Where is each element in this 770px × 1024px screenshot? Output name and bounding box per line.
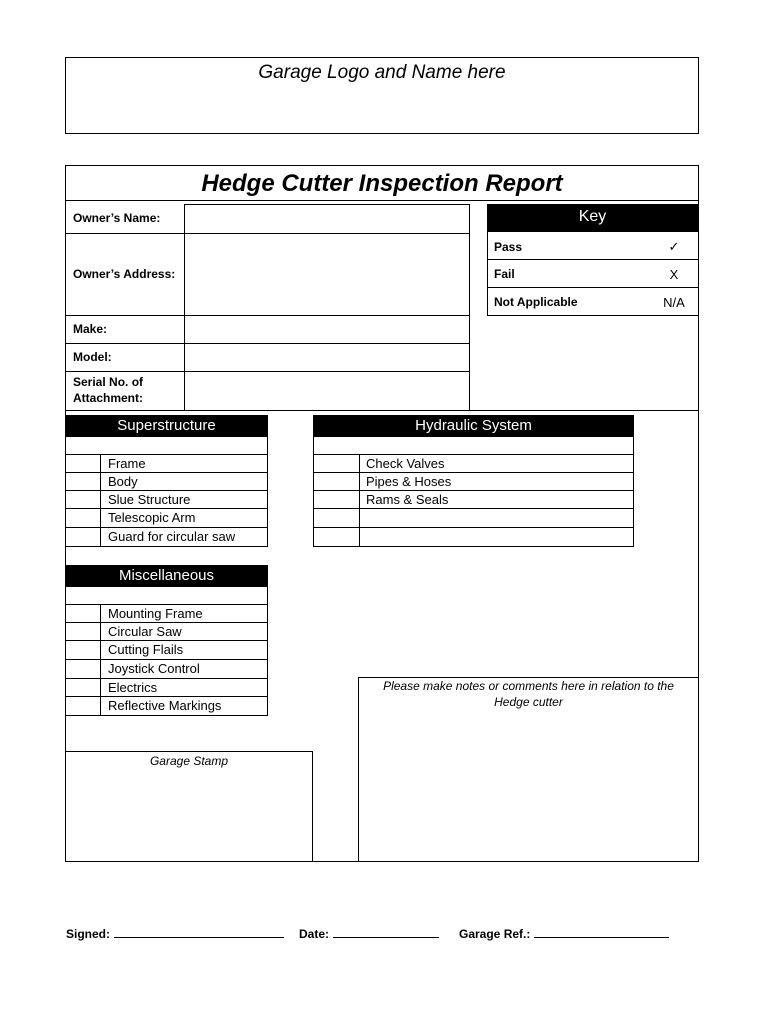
superstructure-item: Slue Structure: [108, 492, 191, 507]
table-row: [313, 473, 634, 491]
table-row: [65, 455, 268, 473]
miscellaneous-item: Electrics: [108, 680, 158, 695]
serial-label-line1: Serial No. of: [73, 375, 144, 389]
form-title: Hedge Cutter Inspection Report: [201, 170, 563, 197]
table-row: [65, 660, 268, 679]
miscellaneous-item: Circular Saw: [108, 624, 182, 639]
table-row: [65, 623, 268, 641]
miscellaneous-item: Mounting Frame: [108, 606, 203, 621]
check-cell[interactable]: [66, 473, 101, 490]
superstructure-blank-row: [65, 437, 268, 455]
owners-address-label: Owner’s Address:: [73, 267, 176, 281]
table-row: [65, 697, 268, 716]
table-row: [65, 528, 268, 547]
model-label: Model:: [73, 350, 112, 364]
check-cell[interactable]: [66, 491, 101, 508]
serial-label-line2: Attachment:: [73, 391, 144, 405]
check-cell[interactable]: [66, 660, 101, 678]
na-symbol: N/A: [663, 295, 685, 310]
check-cell[interactable]: [66, 455, 101, 472]
garage-logo-box: [65, 57, 699, 134]
table-row: [65, 605, 268, 623]
superstructure-item: Frame: [108, 456, 146, 471]
table-row: [313, 455, 634, 473]
signed-label: Signed:: [66, 927, 110, 941]
superstructure-item: Body: [108, 474, 138, 489]
make-field[interactable]: [186, 317, 468, 342]
garage-stamp-label: Garage Stamp: [149, 754, 229, 768]
serial-field[interactable]: [186, 373, 468, 409]
miscellaneous-header: Miscellaneous: [65, 565, 268, 587]
miscellaneous-item: Reflective Markings: [108, 698, 222, 713]
check-cell[interactable]: [314, 509, 360, 527]
hydraulic-blank-row: [313, 437, 634, 455]
table-row: [65, 679, 268, 697]
cross-icon: X: [669, 267, 679, 282]
key-fail-label: Fail: [494, 267, 515, 281]
table-row: [313, 528, 634, 547]
superstructure-header: Superstructure: [65, 415, 268, 437]
check-cell[interactable]: [66, 528, 101, 546]
check-cell[interactable]: [314, 473, 360, 490]
notes-prompt-line2: Hedge cutter: [494, 695, 563, 709]
model-field[interactable]: [186, 345, 468, 370]
check-cell[interactable]: [314, 455, 360, 472]
table-row: [313, 491, 634, 509]
check-cell[interactable]: [66, 509, 101, 527]
table-row: [65, 641, 268, 660]
check-cell[interactable]: [314, 491, 360, 508]
hydraulic-item: Rams & Seals: [366, 492, 449, 507]
owners-address-field[interactable]: [186, 235, 468, 314]
check-cell[interactable]: [66, 679, 101, 696]
table-row: [65, 473, 268, 491]
table-row: [65, 491, 268, 509]
check-cell[interactable]: [314, 528, 360, 546]
table-row: [65, 509, 268, 528]
check-cell[interactable]: [66, 605, 101, 622]
garage-ref-field[interactable]: [459, 926, 669, 941]
miscellaneous-blank-row: [65, 587, 268, 605]
superstructure-item: Telescopic Arm: [108, 510, 196, 525]
miscellaneous-item: Cutting Flails: [108, 642, 184, 657]
garage-ref-label: Garage Ref.:: [459, 927, 531, 941]
notes-prompt-line1: Please make notes or comments here in relation to the: [383, 679, 674, 693]
check-icon: ✓: [668, 239, 680, 254]
table-row: [313, 509, 634, 528]
hydraulic-item: Pipes & Hoses: [366, 474, 452, 489]
date-field[interactable]: [299, 926, 439, 941]
garage-stamp-box: [65, 751, 313, 862]
signed-field[interactable]: [66, 926, 284, 941]
check-cell[interactable]: [66, 697, 101, 715]
key-na-label: Not Applicable: [494, 295, 578, 309]
superstructure-item: Guard for circular saw: [108, 529, 236, 544]
hydraulic-item: Check Valves: [366, 456, 445, 471]
check-cell[interactable]: [66, 623, 101, 640]
owners-name-field[interactable]: [186, 206, 468, 232]
date-label: Date:: [299, 927, 330, 941]
garage-logo-placeholder: Garage Logo and Name here: [258, 62, 506, 83]
key-pass-label: Pass: [494, 240, 523, 254]
hydraulic-header: Hydraulic System: [313, 415, 634, 437]
key-header: Key: [487, 204, 698, 232]
miscellaneous-item: Joystick Control: [108, 661, 200, 676]
make-label: Make:: [73, 322, 108, 336]
owners-name-label: Owner’s Name:: [73, 211, 161, 225]
check-cell[interactable]: [66, 641, 101, 659]
